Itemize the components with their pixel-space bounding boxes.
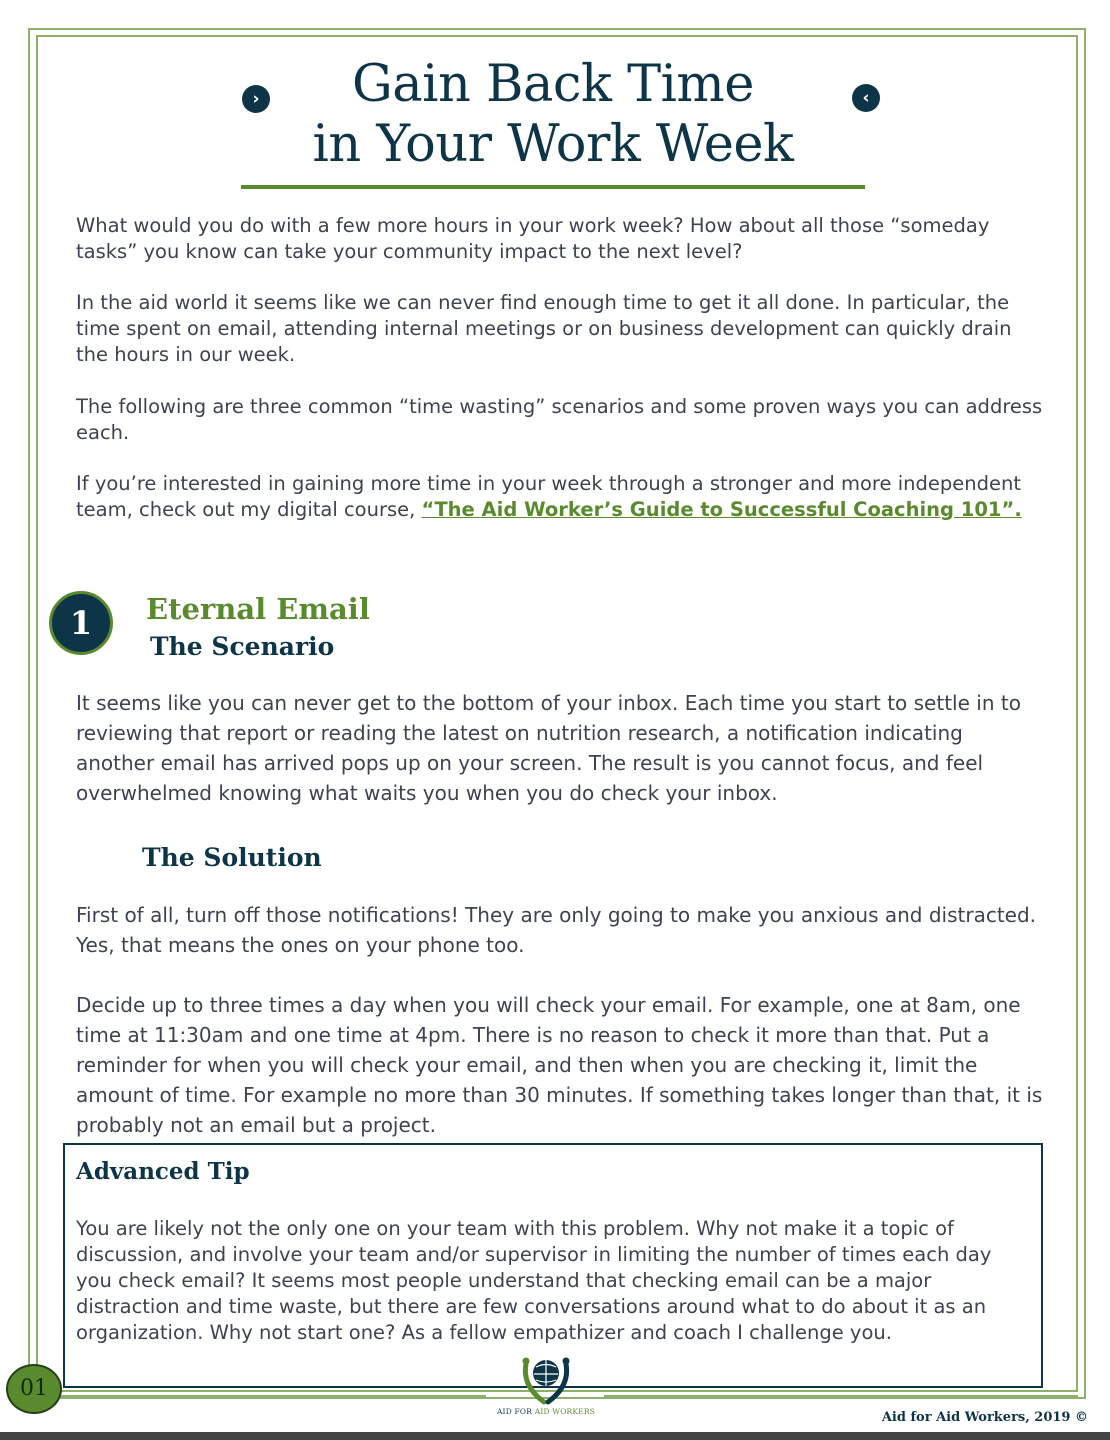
intro-paragraph-2: In the aid world it seems like we can never find enough time to get it all done. In particular, the time spent on email, attending internal meetings or on business development can quickly drain the hours in our week. <box>76 291 1012 366</box>
advanced-tip-text: You are likely not the only one on your team with this problem. Why not make it a topic of discussion, and involve your team and/or supervisor in limiting the number of times each day you check email? It seems most people understand that checking email can be a major distraction and time waste, but there are few conversations around what to do about it as an organization. Why not start one? As a fellow empathizer and coach I challenge you. <box>76 1217 992 1344</box>
course-link[interactable]: “The Aid Worker’s Guide to Successful Coaching 101”. <box>421 498 1022 521</box>
footer-rule-right <box>604 1395 1078 1397</box>
logo-text <box>496 1407 596 1416</box>
page-title-line-2: in Your Work Week <box>312 115 794 174</box>
logo-text-aid-workers: AID WORKERS <box>534 1407 596 1416</box>
logo-text-aid-for: AID FOR <box>496 1407 535 1416</box>
section-number-badge: 1 <box>49 591 113 655</box>
intro-paragraph-3: The following are three common “time wasting” scenarios and some proven ways you can address each. <box>76 395 1043 444</box>
section-title: Eternal Email <box>146 592 370 626</box>
solution-paragraph-2: Decide up to three times a day when you will check your email. For example, one at 8am, one time at 11:30am and one time at 4pm. There is no reason to check it more than that. Put a reminder for when you will check your email, and then when you are checking it, limit the amount of time. For example no more than 30 minutes. If something takes longer than that, it is probably not an email but a project. <box>76 993 1043 1137</box>
page-title-line-1: Gain Back Time <box>352 55 754 114</box>
scenario-heading: The Scenario <box>150 632 335 661</box>
title-underline <box>241 185 865 189</box>
page-number-badge: 01 <box>6 1364 62 1414</box>
chevron-left-icon[interactable]: ‹ <box>852 84 880 112</box>
solution-heading: The Solution <box>142 843 322 872</box>
intro-paragraph-4-text: If you’re interested in gaining more time in your week through a stronger and more independent team, check out my digital course, <box>76 472 1021 521</box>
footer-rule-left <box>38 1395 486 1397</box>
copyright: Aid for Aid Workers, 2019 © <box>881 1410 1088 1425</box>
logo-globe-icon <box>496 1356 596 1406</box>
scenario-text: It seems like you can never get to the bottom of your inbox. Each time you start to settle in to reviewing that report or reading the latest on nutrition research, a notification indicating another email has arrived pops up on your screen. The result is you cannot focus, and feel overwhelmed knowing what waits you when you do check your inbox. <box>76 691 1021 805</box>
advanced-tip-title: Advanced Tip <box>76 1158 250 1185</box>
intro-paragraph-1: What would you do with a few more hours in your work week? How about all those “someday tasks” you know can take your community impact to the next level? <box>76 214 990 263</box>
bottom-strip <box>0 1432 1110 1440</box>
page-title <box>270 55 836 175</box>
solution-paragraph-1: First of all, turn off those notifications! They are only going to make you anxious and distracted. Yes, that means the ones on your phone too. <box>76 903 1037 957</box>
chevron-right-icon[interactable]: › <box>242 85 270 113</box>
logo <box>496 1356 596 1418</box>
intro-paragraph-4 <box>76 471 1044 523</box>
